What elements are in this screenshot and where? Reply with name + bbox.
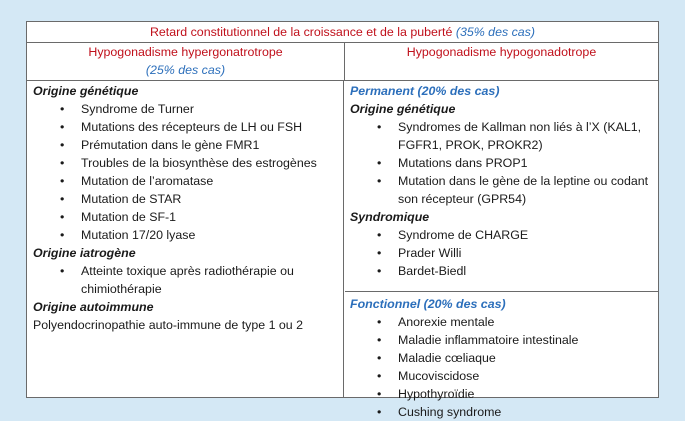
bullet-icon: • [60, 156, 65, 170]
list-item: • Mutation de SF-1 [60, 210, 177, 224]
functional-cell [345, 293, 658, 419]
list-item: • Troubles de la biosynthèse des estrogènes [60, 156, 317, 170]
list-item: • Syndrome de Turner [60, 102, 194, 116]
left-heading: Hypogonadisme hypergonatrotrope [88, 45, 283, 59]
list-item: • Mucoviscidose [377, 369, 480, 383]
list-item: • Anorexie mentale [377, 315, 495, 329]
list-item: • Mutations dans PROP1 [377, 156, 528, 170]
left-heading-pct: (25% des cas) [145, 63, 226, 77]
genetic-list [33, 100, 343, 244]
right-column-header [345, 42, 658, 81]
bullet-icon: • [60, 174, 65, 188]
section-label: Syndromique [350, 210, 430, 224]
iatrogenic-list [33, 262, 343, 298]
bullet-icon: • [377, 369, 382, 383]
bullet-icon: • [60, 120, 65, 134]
list-item: • Syndromes de Kallman non liés à l’X (KAL1, FGFR1, PROK, PROKR2) [377, 120, 642, 152]
section-label: Origine génétique [350, 102, 456, 116]
list-item: • Mutation de l’aromatase [60, 174, 214, 188]
section-label: Origine génétique [33, 84, 139, 98]
title-pct: (35% des cas) [455, 25, 536, 39]
functional-list [350, 313, 658, 421]
syndromic-list [350, 226, 658, 280]
list-item: • Mutation dans le gène de la leptine ou codant son récepteur (GPR54) [377, 174, 649, 206]
title-text: Retard constitutionnel de la croissance et de la puberté [149, 25, 453, 39]
section-label: Origine iatrogène [33, 246, 136, 260]
genetic-list [350, 118, 658, 208]
table-title [27, 22, 658, 43]
list-item: • Maladie inflammatoire intestinale [377, 333, 579, 347]
left-column-body [27, 80, 344, 397]
functional-label: Fonctionnel (20% des cas) [350, 297, 506, 311]
list-item: • Prémutation dans le gène FMR1 [60, 138, 260, 152]
bullet-icon: • [377, 351, 382, 365]
section-label: Origine autoimmune [33, 300, 154, 314]
bullet-icon: • [60, 138, 65, 152]
bullet-icon: • [60, 192, 65, 206]
list-item: • Mutation 17/20 lyase [60, 228, 196, 242]
list-item: • Cushing syndrome [377, 405, 502, 419]
bullet-icon: • [60, 264, 65, 278]
bullet-icon: • [60, 228, 65, 242]
bullet-icon: • [377, 333, 382, 347]
bullet-icon: • [377, 387, 382, 401]
bullet-icon: • [60, 102, 65, 116]
permanent-label: Permanent (20% des cas) [350, 84, 500, 98]
left-column-header [27, 42, 345, 81]
bullet-icon: • [377, 264, 382, 278]
bullet-icon: • [60, 210, 65, 224]
bullet-icon: • [377, 228, 382, 242]
bullet-icon: • [377, 156, 382, 170]
bullet-icon: • [377, 120, 382, 134]
list-item: • Mutation de STAR [60, 192, 182, 206]
list-item: • Syndrome de CHARGE [377, 228, 529, 242]
list-item: • Maladie cœliaque [377, 351, 496, 365]
list-item: • Atteinte toxique après radiothérapie ou chimiothérapie [60, 264, 294, 296]
table [26, 21, 659, 419]
bullet-icon: • [377, 315, 382, 329]
list-item: • Hypothyroïdie [377, 387, 475, 401]
bullet-icon: • [377, 405, 382, 419]
bullet-icon: • [377, 174, 382, 188]
autoimmune-text: Polyendocrinopathie auto-immune de type 1 ou 2 [33, 318, 304, 332]
list-item: • Mutations des récepteurs de LH ou FSH [60, 120, 303, 134]
right-heading: Hypogonadisme hypogonadotrope [406, 45, 597, 59]
permanent-cell [345, 80, 658, 292]
list-item: • Prader Willi [377, 246, 462, 260]
list-item: • Bardet-Biedl [377, 264, 467, 278]
bullet-icon: • [377, 246, 382, 260]
